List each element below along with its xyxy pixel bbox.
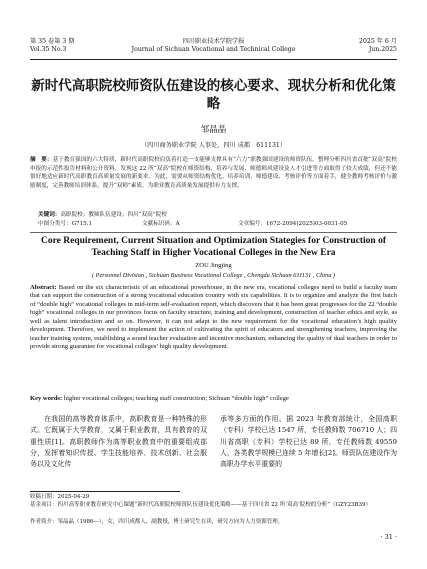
header-volume: 第 35 卷第 3 期 Vol.35 No.3	[30, 38, 75, 53]
abstract-cn-text: 基于教育强国的六大特质，新时代高职院校肩负着打造一支能够支撑具有“六力”职教强国建设的师资队伍。整理分析四川省首批“双高”院校申报的示范性报告材料和公开资料，发现这 22 所“双高”院校在师资结构、培养与发展、师德师风建设及人才引进等方面取得了较大成绩，但还不能很好地适应新时代高职教育高质量发展的新要求。为此，需要从师资结构优化、培养培训、师德建设、考核评价等方面着手，健全教师考核评价与激励制度，完善教师培训体系，提升“双师”素质，为职业教育高质量发展提供有力支撑。	[30, 157, 397, 189]
header-divider	[30, 59, 397, 60]
affiliation-en: ( Personnel Division , Sichuan Business Vocational College , Chengdu Sichuan 611131 , China )	[91, 272, 336, 279]
body-column-right: 承等多方面的作用。据 2023 年教育部统计，全国高职（专科）学校已达 1547 所，专任教师数 706710 人；四川省高职（专科）学校已达 89 所，专任教师数 49559 人，各类教学规模已连续 5 年增长[2]。师资队伍建设作为高职办学水平重要的	[220, 415, 398, 469]
abstract-en	[30, 284, 397, 352]
article-number: 文章编号：1672-2094(2025)03-0031-05	[238, 221, 348, 227]
keywords-en-text: higher vocational colleges; teaching staff construction; Sichuan “double high” college	[62, 395, 289, 402]
abstract-cn	[30, 156, 397, 190]
keywords-en	[30, 395, 397, 403]
footnote-fund: 基金项目：四川高等职业教育研究中心课题“新时代高职院校师资队伍建设优化策略——基于四川省 22 所‘双高’院校的分析”（GZY23B39）	[30, 502, 372, 508]
footnote-received: 收稿日期：2025-04-29	[30, 494, 90, 500]
abstract-en-text: Based on the six characteristic of an educational powerhouse, in the new era, vocational colleges need to build a faculty team that can support the construction of a strong vocational education country with six capabilities. It is to organize and analyze the first batch of “double high” vocational colleges in mid-term self-evaluation report, which discovers that it has been great progresses for the 22 “double high” vocational colleges in our provinces focus on faculty structure, training and development, construction of teacher ethics and style, as well as talent introduction and so on. However, it can not adapt to the new requirement for the vocational education’s high quality development. Therefore, we need to implement the action of cultivating the spirit of educators and strengthening teachers, improving the teacher training system, establishing a sound teacher evaluation and incentive mechanism, enhancing the quality of dual teachers in order to provide strong guarantee for vocational colleges’ high quality development.	[30, 284, 397, 351]
article-title-en: Core Requirement, Current Situation and Optimization Stategies for Construction of Teaching Staff in Higher Vocational Colleges in the New Era	[41, 236, 386, 258]
keywords-en-label: Key words:	[30, 395, 63, 402]
abstract-cn-label: 摘 要：	[30, 157, 53, 163]
footnote-author: 作者简介：邹晶晶（1986—），女，四川成都人，副教授，博士研究生在读，研究方向为人力资源管理。	[30, 519, 284, 525]
header-journal-name: 四川职业技术学院学报 Journal of Sichuan Vocational and Technical College	[131, 38, 296, 53]
document-code: 文献标识码：A	[142, 221, 180, 227]
author-name-en: ZOU Jingjing	[195, 262, 232, 269]
body-column-left: 在我国的高等教育体系中，高职教育是一种特殊的形式。它既属于大学教育，又属于职业教育，具有教育的双重性质[1]。高职教师作为高等职业教育中的重要组成部分，发挥着知识传授、学生技能培养、技术创新、社会服务以及文化传	[30, 415, 207, 469]
abstract-en-label: Abstract:	[30, 284, 57, 291]
clc-number: 中图分类号：G715.1	[38, 221, 93, 227]
keywords-cn-label: 关键词：	[38, 212, 61, 218]
article-title-cn: 新时代高职院校师资队伍建设的核心要求、现状分析和优化策略	[31, 78, 396, 112]
affiliation-cn: （四川商务职业学院 人事处，四川 成都 611131）	[140, 142, 287, 149]
header-date: 2025 年 6 月 Jun.2025	[359, 38, 397, 53]
keywords-cn-text: 高职院校；教师队伍建设；四川“双高”院校	[60, 212, 167, 218]
keywords-cn	[38, 211, 397, 219]
running-header	[30, 38, 397, 58]
page-number: · 31 ·	[380, 533, 397, 541]
section-divider	[30, 232, 397, 233]
author-name-cn: 邹晶晶	[200, 125, 227, 135]
footnote-divider	[30, 491, 180, 492]
